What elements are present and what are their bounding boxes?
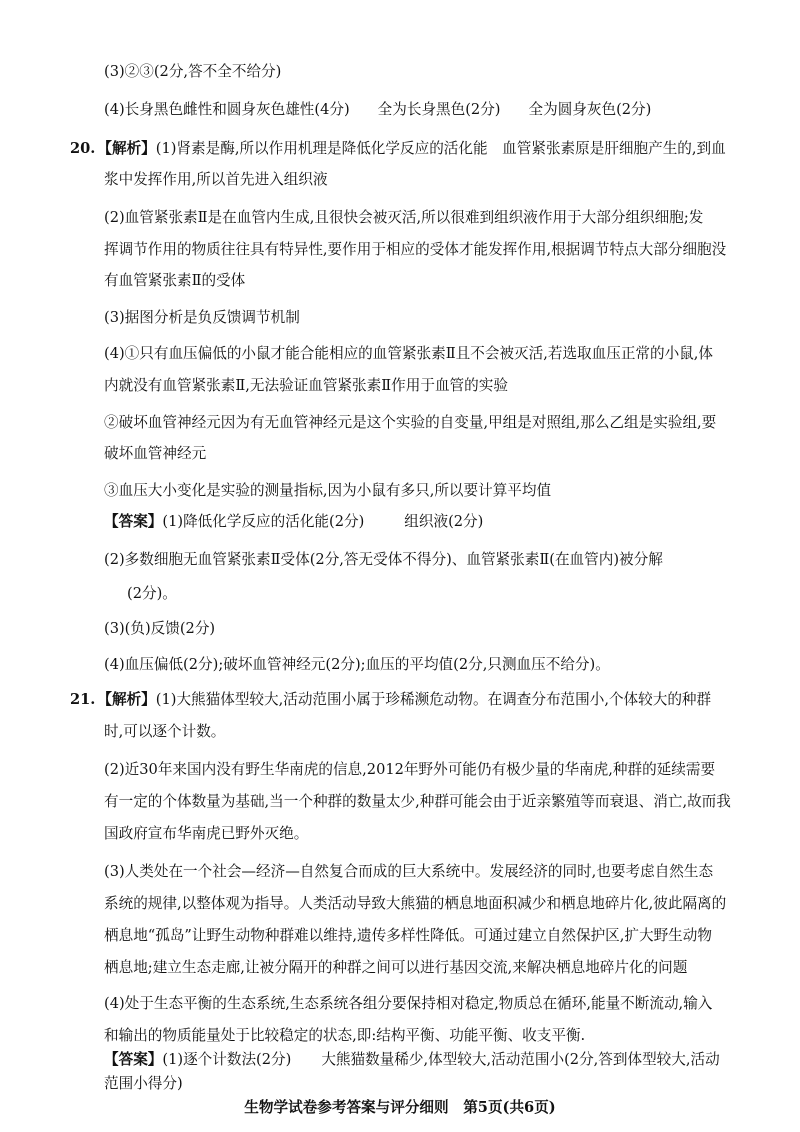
analysis-tag: 【解析】 (97, 140, 156, 157)
q21-answer-line: 【答案】(1)逐个计数法(2分) 大熊猫数量稀少,体型较大,活动范围小(2分,答到体型较大,活动 (104, 1051, 720, 1068)
footer-text: 生物学试卷参考答案与评分细则 第5页(共6页) (244, 1099, 556, 1116)
text-line: 有血管紧张素Ⅱ的受体 (104, 272, 246, 289)
text-line: (2)多数细胞无血管紧张素Ⅱ受体(2分,答无受体不得分)、血管紧张素Ⅱ(在血管内)被分解 (104, 551, 663, 568)
text-line: (4)处于生态平衡的生态系统,生态系统各组分要保持相对稳定,物质总在循环,能量不断流动,输入 (104, 995, 713, 1012)
answer-tag: 【答案】 (104, 1051, 163, 1068)
text-line: ②破坏血管神经元因为有无血管神经元是这个实验的自变量,甲组是对照组,那么乙组是实验组,要 (104, 414, 717, 431)
q21-analysis-line: 21. 【解析】(1)大熊猫体型较大,活动范围小属于珍稀濒危动物。在调查分布范围小,个体较大的种群 (70, 691, 712, 708)
text-line: ③血压大小变化是实验的测量指标,因为小鼠有多只,所以要计算平均值 (104, 482, 552, 499)
analysis-tag: 【解析】 (97, 691, 156, 708)
text-line: (3)人类处在一个社会—经济—自然复合而成的巨大系统中。发展经济的同时,也要考虑自然生态 (104, 863, 714, 880)
text-line: 栖息地“孤岛”让野生动物种群难以维持,遗传多样性降低。可通过建立自然保护区,扩大野生动物 (104, 927, 712, 944)
text-line: 栖息地;建立生态走廊,让被分隔开的种群之间可以进行基因交流,来解决栖息地碎片化的问题 (104, 959, 688, 976)
text-line: (2)近30年来国内没有野生华南虎的信息,2012年野外可能仍有极少量的华南虎,种群的延续需要 (104, 761, 716, 778)
text-line: (2分)。 (127, 585, 177, 602)
text-line: (4)①只有血压偏低的小鼠才能合能相应的血管紧张素Ⅱ且不会被灭活,若选取血压正常的小鼠,体 (104, 345, 714, 362)
text-line: 和输出的物质能量处于比较稳定的状态,即:结构平衡、功能平衡、收支平衡. (104, 1027, 586, 1044)
text-line: (2)血管紧张素Ⅱ是在血管内生成,且很快会被灭活,所以很难到组织液作用于大部分组织细胞;发 (104, 209, 704, 226)
text-line: 时,可以逐个计数。 (104, 723, 226, 740)
answer-tag: 【答案】 (104, 513, 163, 530)
question-number: 21. (70, 691, 96, 708)
question-number: 20. (70, 140, 96, 157)
text-line: 系统的规律,以整体观为指导。人类活动导致大熊猫的栖息地面积减少和栖息地碎片化,彼此隔离的 (104, 895, 727, 912)
text-line: 范围小得分) (104, 1075, 183, 1092)
text-line: (3)据图分析是负反馈调节机制 (104, 309, 300, 326)
text-line: (3)(负)反馈(2分) (104, 620, 216, 637)
page-footer (0, 1098, 800, 1118)
q19-part3-answer: (3)②③(2分,答不全不给分) (104, 63, 282, 80)
text-line: 国政府宣布华南虎已野外灭绝。 (104, 825, 309, 842)
q19-part4-answer: (4)长身黑色雌性和圆身灰色雄性(4分) 全为长身黑色(2分) 全为圆身灰色(2分) (104, 101, 652, 118)
text-line: (4)血压偏低(2分);破坏血管神经元(2分);血压的平均值(2分,只测血压不给分)。 (104, 656, 610, 673)
text-line: 挥调节作用的物质往往具有特异性,要作用于相应的受体才能发挥作用,根据调节特点大部分细胞没 (104, 241, 727, 258)
text-line: 有一定的个体数量为基础,当一个种群的数量太少,种群可能会由于近亲繁殖等而衰退、消亡,故而我 (104, 793, 731, 810)
text-line: 内就没有血管紧张素Ⅱ,无法验证血管紧张素Ⅱ作用于血管的实验 (104, 377, 508, 394)
text-line: 破坏血管神经元 (104, 445, 207, 462)
q20-analysis-line: 20. 【解析】(1)肾素是酶,所以作用机理是降低化学反应的活化能 血管紧张素原是肝细胞产生的,到血 (70, 140, 726, 157)
text-line: 浆中发挥作用,所以首先进入组织液 (104, 171, 328, 188)
q20-answer-line: 【答案】(1)降低化学反应的活化能(2分) 组织液(2分) (104, 513, 484, 530)
